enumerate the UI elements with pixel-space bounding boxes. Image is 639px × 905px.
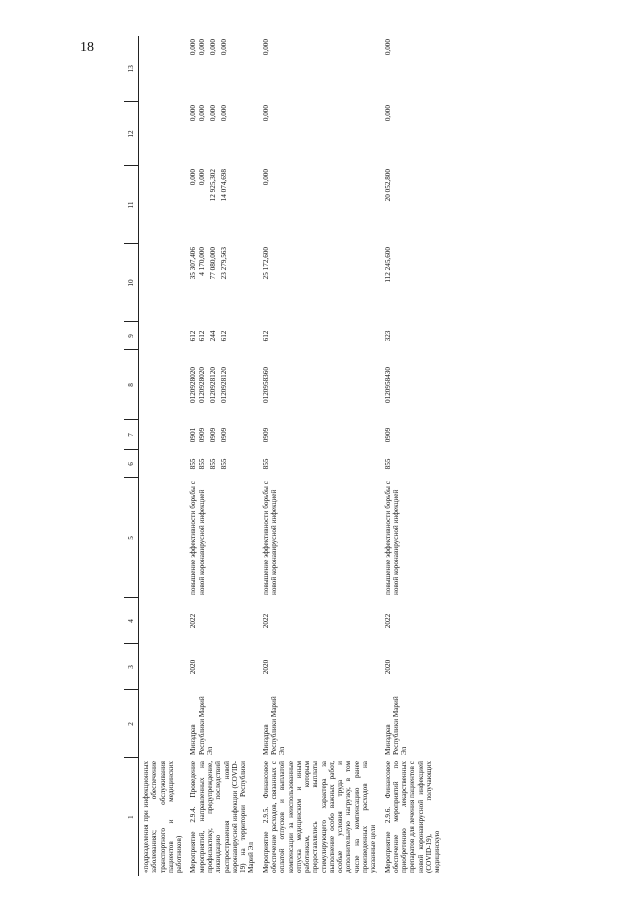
cell-value: 0120928020 xyxy=(189,367,198,403)
cell-col-2: Минздрав Республики Марий Эл xyxy=(261,696,287,755)
cell-value: 0,000 xyxy=(220,105,229,122)
cell-value: 0,000 xyxy=(261,169,270,186)
cell-col-8 xyxy=(139,350,186,420)
col-header-9: 9 xyxy=(124,322,139,350)
cell-value: 20 052,800 xyxy=(383,169,392,202)
cell-value: 0,000 xyxy=(220,39,229,56)
cell-value: 0,000 xyxy=(189,105,198,122)
cell-value: 35 307,406 xyxy=(189,247,198,280)
cell-value: 0,000 xyxy=(208,105,217,122)
cell-col-9 xyxy=(380,322,444,350)
cell-value: 12 925,302 xyxy=(208,169,217,202)
cell-value: 0120958360 xyxy=(261,367,270,403)
cell-value: 0,000 xyxy=(197,105,206,122)
cell-value: 77 080,000 xyxy=(208,247,217,280)
cell-value: 0909 xyxy=(220,427,229,443)
col-header-2: 2 xyxy=(124,690,139,758)
cell-value: 0,000 xyxy=(261,39,270,56)
cell-value: 0,000 xyxy=(197,39,206,56)
cell-value: 0901 xyxy=(189,427,198,443)
cell-value: 23 279,563 xyxy=(220,247,229,280)
cell-col-3: 2020 xyxy=(189,659,198,675)
cell-col-4 xyxy=(139,598,186,644)
cell-col-7 xyxy=(139,420,186,450)
cell-col-9 xyxy=(258,322,380,350)
table-row xyxy=(258,36,380,876)
cell-value: 855 xyxy=(197,458,206,470)
cell-value: 0120958430 xyxy=(383,367,392,403)
cell-col-2: Минздрав Республики Марий Эл xyxy=(383,696,409,755)
cell-col-13 xyxy=(139,36,186,102)
cell-value: 4 170,000 xyxy=(197,247,206,276)
cell-col-3: 2020 xyxy=(383,659,392,675)
cell-col-11 xyxy=(380,166,444,244)
cell-value: 0909 xyxy=(197,427,206,443)
cell-value: 612 xyxy=(197,330,206,342)
cell-value: 612 xyxy=(261,330,270,342)
header-row xyxy=(124,36,139,876)
cell-col-12 xyxy=(380,102,444,166)
cell-col-12 xyxy=(258,102,380,166)
cell-value: 14 074,698 xyxy=(220,169,229,202)
cell-col-1: Мероприятие 2.9.5. Финансовое обеспечение расходов, связанных с оплатой отпусков и выплатой компенсации за неиспользованные отпуска медицинским и иным работникам, которым предоставлялись выплаты стимулирующего характера за выполнение особо важных работ, особые условия труда и дополнительную нагрузку, в том числе на компенсацию ранее произведенных расходов на указанные цели xyxy=(261,761,378,873)
cell-col-10 xyxy=(185,244,257,322)
col-header-6: 6 xyxy=(124,450,139,478)
cell-value: 0909 xyxy=(261,427,270,443)
cell-col-10 xyxy=(258,244,380,322)
cell-col-6 xyxy=(258,450,380,478)
cell-col-4: 2022 xyxy=(383,613,392,629)
col-header-8: 8 xyxy=(124,350,139,420)
col-header-13: 13 xyxy=(124,36,139,102)
cell-col-1: Мероприятие 2.9.6. Финансовое обеспечение мероприятий по приобретению лекарственных препаратов для лечения пациентов с новой коронавирусной инфекцией (COVID-19), получающих медицинскую xyxy=(383,761,442,873)
cell-value: 0,000 xyxy=(208,39,217,56)
cell-col-8 xyxy=(258,350,380,420)
table-row xyxy=(380,36,444,876)
cell-value: 0909 xyxy=(383,427,392,443)
table-body xyxy=(139,36,444,876)
cell-col-5 xyxy=(139,478,186,598)
cell-col-11 xyxy=(258,166,380,244)
table-row xyxy=(139,36,186,876)
cell-value: 0,000 xyxy=(197,169,206,186)
col-header-3: 3 xyxy=(124,644,139,690)
cell-value: 0,000 xyxy=(383,39,392,56)
cell-col-13 xyxy=(185,36,257,102)
cell-col-1: Мероприятие 2.9.4. Проведение мероприятий, направленных на профилактику, предупреждение, ликвидацию последствий распространения новой коронавирусной инфекции (COVID-19) на территории Республики Марий Эл xyxy=(189,761,256,873)
cell-col-11 xyxy=(185,166,257,244)
cell-value: 0,000 xyxy=(261,105,270,122)
cell-col-12 xyxy=(185,102,257,166)
cell-col-2 xyxy=(139,690,186,758)
cell-col-11 xyxy=(139,166,186,244)
cell-col-3: 2020 xyxy=(261,659,270,675)
cell-col-5: повышение эффективности борьбы с новой коронавирусной инфекцией xyxy=(189,481,206,595)
cell-col-7 xyxy=(185,420,257,450)
cell-col-5: повышение эффективности борьбы с новой коронавирусной инфекцией xyxy=(261,481,278,595)
rotated-table-area xyxy=(124,36,504,876)
cell-col-6 xyxy=(380,450,444,478)
program-table xyxy=(124,36,444,876)
cell-col-1: «подразделения при инфекционных заболеваниях; обеспечение транспортного обслуживания пациентов и медицинских работников) xyxy=(142,761,184,873)
cell-col-6 xyxy=(139,450,186,478)
col-header-7: 7 xyxy=(124,420,139,450)
cell-value: 612 xyxy=(220,330,229,342)
cell-col-8 xyxy=(185,350,257,420)
cell-value: 244 xyxy=(208,330,217,342)
col-header-10: 10 xyxy=(124,244,139,322)
cell-value: 855 xyxy=(261,458,270,470)
col-header-4: 4 xyxy=(124,598,139,644)
cell-value: 855 xyxy=(220,458,229,470)
cell-value: 112 245,600 xyxy=(383,247,392,283)
col-header-11: 11 xyxy=(124,166,139,244)
cell-col-5: повышение эффективности борьбы с новой коронавирусной инфекцией xyxy=(383,481,400,595)
cell-value: 0,000 xyxy=(189,39,198,56)
cell-col-4: 2022 xyxy=(261,613,270,629)
cell-value: 0909 xyxy=(208,427,217,443)
cell-value: 0,000 xyxy=(383,105,392,122)
cell-col-7 xyxy=(380,420,444,450)
cell-col-8 xyxy=(380,350,444,420)
cell-col-4: 2022 xyxy=(189,613,198,629)
cell-value: 0120928120 xyxy=(208,367,217,403)
col-header-12: 12 xyxy=(124,102,139,166)
cell-col-3 xyxy=(139,644,186,690)
cell-col-10 xyxy=(139,244,186,322)
cell-col-10 xyxy=(380,244,444,322)
cell-value: 855 xyxy=(189,458,198,470)
cell-col-2: Минздрав Республики Марий Эл xyxy=(189,696,214,755)
col-header-1: 1 xyxy=(124,758,139,876)
cell-value: 0120928020 xyxy=(197,367,206,403)
page-number: 18 xyxy=(80,40,94,55)
cell-value: 323 xyxy=(383,330,392,342)
cell-col-9 xyxy=(185,322,257,350)
cell-value: 612 xyxy=(189,330,198,342)
cell-value: 0120928120 xyxy=(220,367,229,403)
cell-col-13 xyxy=(258,36,380,102)
cell-value: 25 172,600 xyxy=(261,247,270,280)
cell-col-6 xyxy=(185,450,257,478)
cell-col-13 xyxy=(380,36,444,102)
cell-col-7 xyxy=(258,420,380,450)
table-row xyxy=(185,36,257,876)
cell-col-12 xyxy=(139,102,186,166)
cell-value: 855 xyxy=(208,458,217,470)
col-header-5: 5 xyxy=(124,478,139,598)
cell-col-9 xyxy=(139,322,186,350)
cell-value: 0,000 xyxy=(189,169,198,186)
cell-value: 855 xyxy=(383,458,392,470)
